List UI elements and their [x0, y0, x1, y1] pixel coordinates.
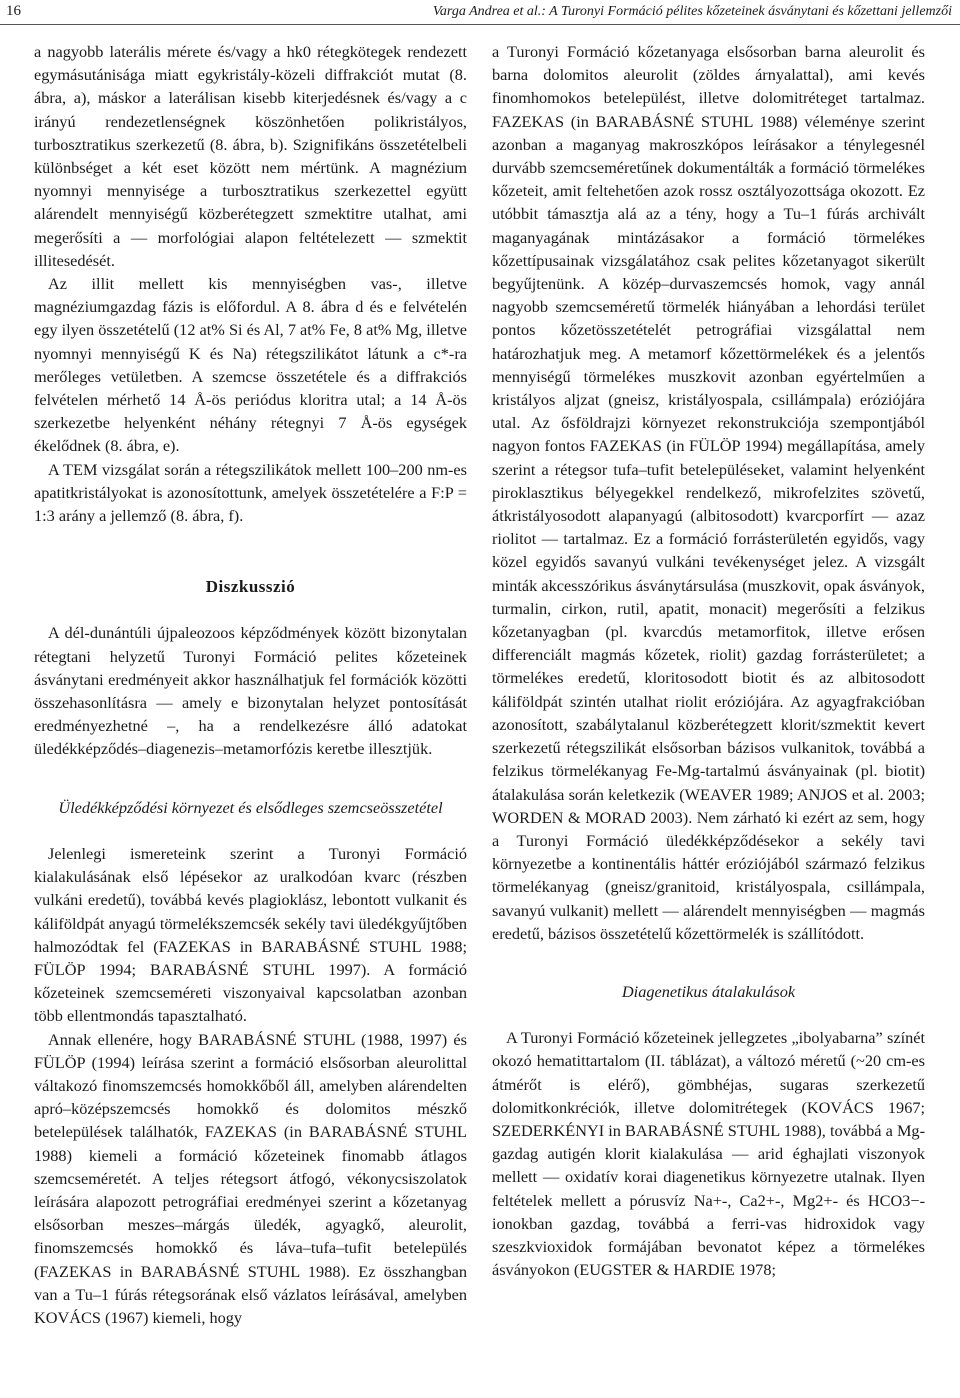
paragraph-diagenesis: A Turonyi Formáció kőzeteinek jellegzetes „ibolyabarna” színét okozó hematittartalom (II. táblázat), a változó méretű (~20 cm-es átmérőt is elérő), gömbhéjas, sugaras szerkezetű dolomitkonkréciók, illetve dolomitrétegek (KOVÁCS 1967; SZEDERKÉNYI in BARABÁSNÉ STUHL 1988), továbbá a Mg-gazdag autigén klorit kialakulása — arid éghajlati viszonyok mellett — oxidatív korai diagenetikus környezetre utalnak. Ilyen feltételek mellett a pórusvíz Na+-, Ca2+-, Mg2+- és HCO3−-ionokban gazdag, továbbá a ferri-vas hidroxidok vagy szeszkvioxidok formájában bevonatot képez a törmelékes ásványokon (EUGSTER & HARDIE 1978; [492, 1028, 925, 1280]
subsection-title-diagenesis: Diagenetikus átalakulások [621, 981, 796, 1001]
left-column [34, 40, 467, 1329]
paragraph-tem-illite: a nagyobb laterális mérete és/vagy a hk0 rétegkötegek rendezett egymásutánisága miatt egykristály-közeli diffrakciót mutat (8. ábra, a), máskor a laterálisan kisebb kiterjedésnek és/vagy a c irányú rendezetlenségnek köszönhetően polikristályos, turbosztratikus szerkezetű (8. ábra, b). Szignifikáns összetételbeli különbséget a két eset között nem mértünk. A magnézium nyomnyi mennyisége a turbosztratikus szerkezettel együtt alárendelt mennyiségű közberétegzett szmektitre utalhat, ami megerősíti a — morfológiai alapon feltételezett — szmektit illitesedését. [34, 42, 467, 270]
paragraph-sedimentation: Jelenlegi ismereteink szerint a Turonyi Formáció kialakulásának első lépésekor az uralkodóan kvarc (részben vulkáni eredetű), továbbá kevés plagioklász, lebontott vulkanit és káliföldpát anyagú törmelékszemcsék sekély tavi üledékgyűjtőben halmozódtak fel (FAZEKAS in BARABÁSNÉ STUHL 1988; FÜLÖP 1994; BARABÁSNÉ STUHL 1997). A formáció kőzeteinek szemcseméreti viszonyaival kapcsolatban azonban több ellentmondás tapasztalható. [34, 843, 467, 1026]
right-column [492, 40, 925, 1281]
paragraph-grain-size: Annak ellenére, hogy BARABÁSNÉ STUHL (1988, 1997) és FÜLÖP (1994) leírása szerint a formáció elsősorban aleurolittal váltakozó finomszemcsés homokkőből áll, amelyben alárendelten apró–középszemcsés homokkő és dolomitos mészkő betelepülések találhatók, FAZEKAS (in BARABÁSNÉ STUHL 1988) kiemeli a formáció kőzeteinek finomabb átlagos szemcseméretét. A teljes rétegsort átfogó, vékonycsiszolatok leírására alapozott petrográfiai eredményei szerint a kőzetanyag elsősorban meszes–márgás üledék, agyagkő, aleurolit, finomszemcsés homokkő és láva–tufa–tufit betelepülés (FAZEKAS in BARABÁSNÉ STUHL 1988). Ez összhangban van a Tu–1 fúrás rétegsorának első vázlatos leírásával, amelyben KOVÁCS (1967) kiemeli, hogy [34, 1029, 467, 1327]
running-head: Varga Andrea et al.: A Turonyi Formáció pélites kőzeteinek ásványtani és kőzettani jellemzői [432, 4, 952, 19]
paragraph-chlorite: Az illit mellett kis mennyiségben vas-, illetve magnéziumgazdag fázis is előfordul. A 8. ábra d és e felvételén egy ilyen összetételű (12 at% Si és Al, 7 at% Fe, 8 at% Mg, illetve nyomnyi mennyiségű K és Na) rétegszilikátot látunk a c*-ra merőleges vetületben. A szemcse összetétele és a diffrakciós felvételen mérhető 14 Å-ös periódus kloritra utal; a 14 Å-ös szerkezetbe helyenként néhány rétegnyi 7 Å-ös egységek ékelődnek (8. ábra, e). [34, 274, 467, 456]
paragraph-provenance: a Turonyi Formáció kőzetanyaga elsősorban barna aleurolit és barna dolomitos aleurolit (zöldes árnyalattal), ami kevés finomhomokos betelepülést, illetve dolomitréteget tartalmaz. FAZEKAS (in BARABÁSNÉ STUHL 1988) véleménye szerint azonban a maganyag makroszkópos leírásakor a ténylegesnél durvább szemcseméretűnek dokumentálták a formáció törmelékes kőzeteit, amit feltehetően azok rossz osztályozottsága okozott. Ez utóbbit támasztja alá az a tény, hogy a Tu–1 fúrás archivált maganyagának mintázásakor a formáció törmelékes kőzettípusainak vizsgálatához csak pelites kőzetanyagot sikerült begyűjtenünk. A közép–durvaszemcsés homok, vagy annál nagyobb szemcseméretű törmelék hiányában a lehordási terület pontos kőzetösszetételét petrográfiai vizsgálattal nem határozhatjuk meg. A metamorf kőzettörmelékek és a jelentős mennyiségű törmelékes muszkovit azonban egyértelműen a kristályos aljzat (gneisz, kristályospala, csillámpala) eróziójára utal. Az ősföldrajzi környezet rekonstrukciója szempontjából nagyon fontos FAZEKAS (in FÜLÖP 1994) megállapítása, amely szerint a rétegsor tufa–tufit betelepüléseket, valamint helyenként piroklasztikus bélyegekkel rendelkező, mikrofelzites szövetű, átkristályosodott alapanyagú (albitosodott) kvarcporfírt — azaz riolitot — tartalmaz. Ez a formáció forrásterületén egyidős, vagy közel egyidős savanyú vulkáni tevékenységet jelez. A vizsgált minták akcesszórikus ásványtársulása (muszkovit, opak ásványok, turmalin, cirkon, rutil, apatit, monacit) megerősíti a felzikus kőzetanyagban (pl. kvarcdús metamorfitok, illetve erősen differenciált magmás kőzetek, riolit) gazdag forrásterületet; a törmelékes eredetű, kloritosodott biotit és az albitosodott káliföldpát szintén utalhat riolit eróziójára. Az agyagfrakcióban azonosított, szabálytalanul közberétegzett klorit/szmektit kevert szerkezetű rétegszilikát elsősorban bázisos vulkanitok, továbbá a felzikus törmelékanyag Fe-Mg-tartalmú ásványainak (pl. biotit) átalakulása során keletkezik (WEAVER 1989; ANJOS et al. 2003; WORDEN & MORAD 2003). Nem zárható ki ezért az sem, hogy a Turonyi Formáció üledékképződésekor a sekély tavi környezetbe a kontinentális háttér eróziójából származó felzikus törmelékanyag (gneisz/granitoid, kristályospala, csillámpala, savanyú vulkanit) mellett — alárendelt mennyiségben — magmás eredetű, bázisos összetételű kőzettörmelék is szállítódott. [492, 42, 925, 943]
paragraph-discussion-intro: A dél-dunántúli újpaleozoos képződmények között bizonytalan rétegtani helyzetű Turonyi Formáció pelites kőzeteinek ásványtani eredményeit akkor használhatjuk fel formációk közötti összehasonlításra — amely e bizonytalan helyzet pontosítását eredményezhetné –, ha a rendelkezésre álló adatokat üledékképződés–diagenezis–metamorfózis keretbe illesztjük. [34, 623, 467, 759]
subsection-title-sedimentation: Üledékképződési környezet és elsődleges szemcseösszetétel [58, 797, 443, 817]
section-title-discussion: Diszkusszió [205, 577, 296, 597]
page-number: 16 [6, 3, 21, 19]
page-header [0, 0, 960, 26]
paragraph-apatite: A TEM vizsgálat során a rétegszilikátok mellett 100–200 nm-es apatitkristályokat is azonosítottunk, amelyek összetételére a F:P = 1:3 arány a jellemző (8. ábra, f). [34, 459, 467, 526]
header-rule [0, 24, 960, 25]
